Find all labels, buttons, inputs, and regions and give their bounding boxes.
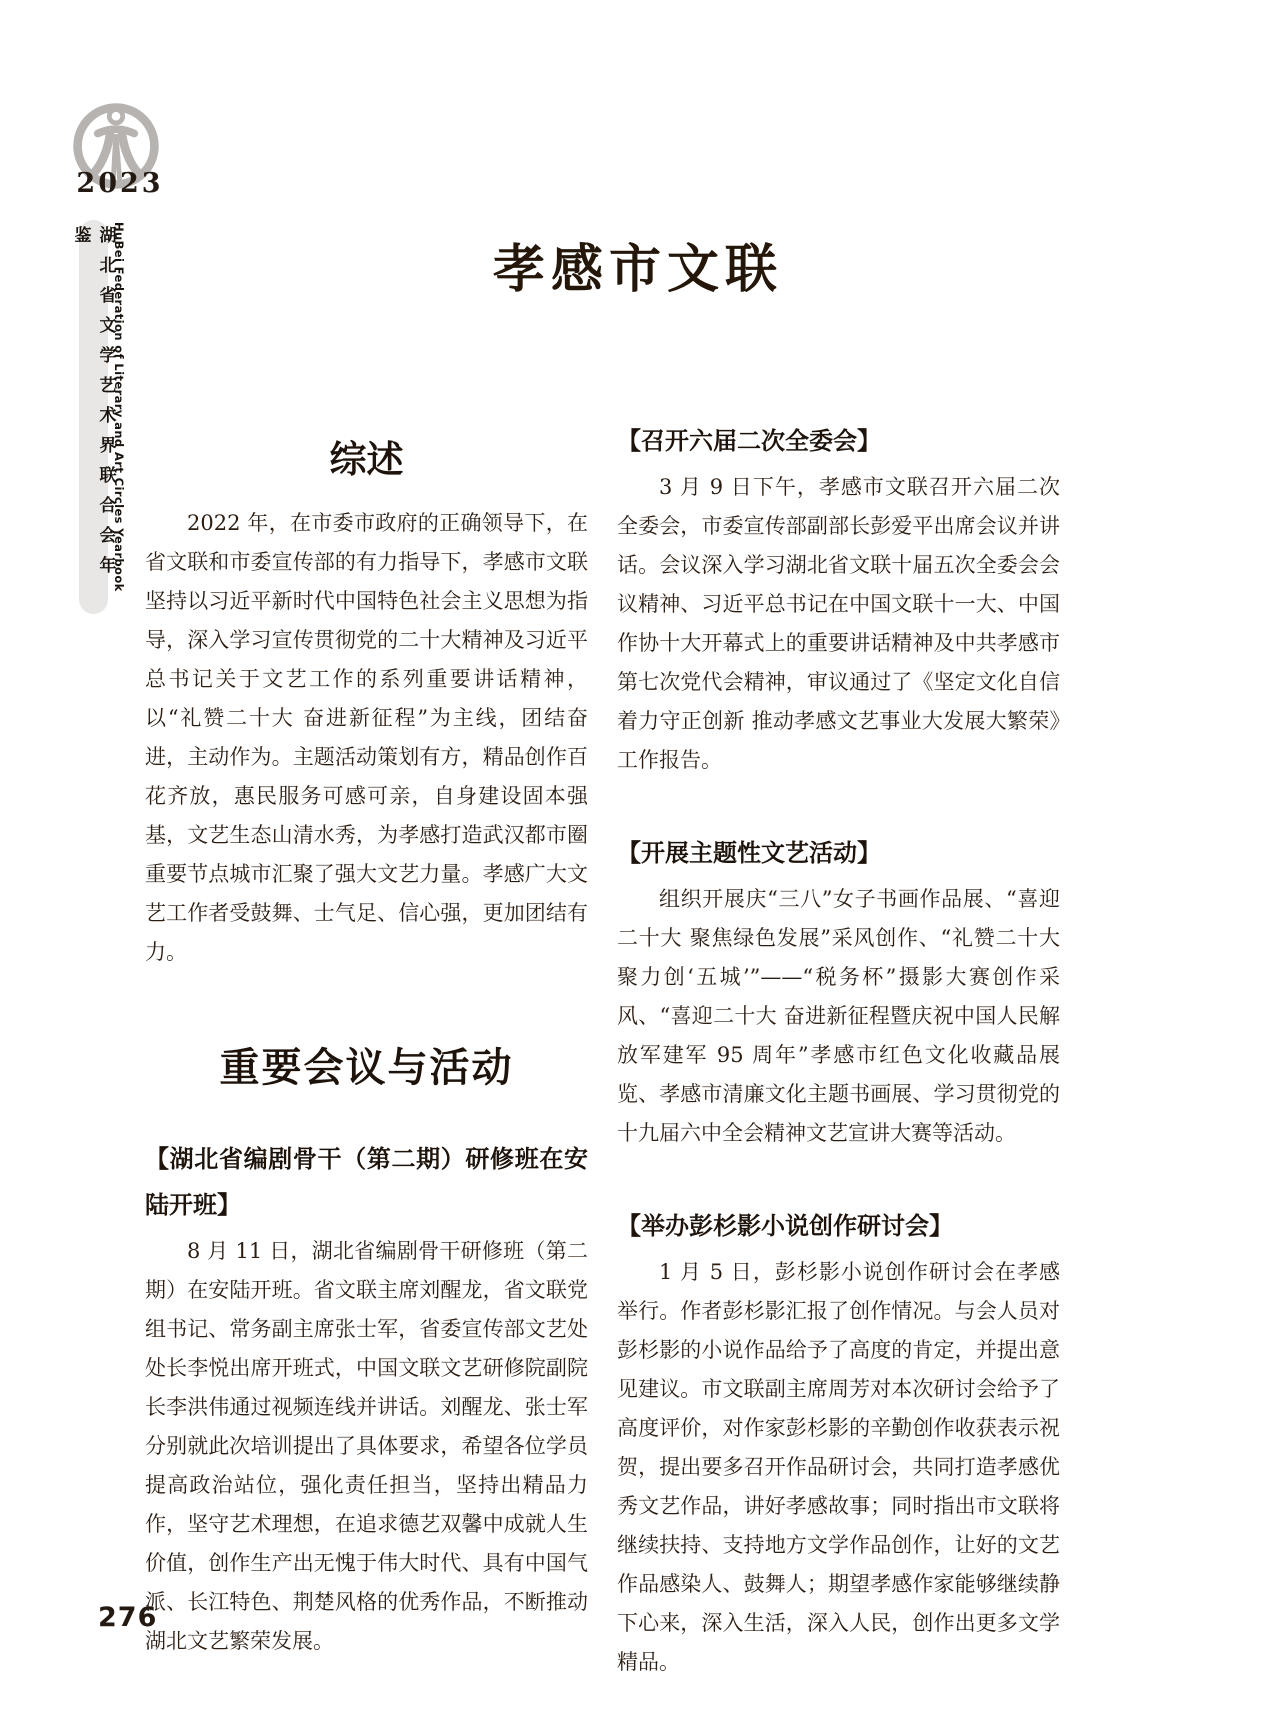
right-column (617, 418, 1060, 1682)
entry-body: 组织开展庆“三八”女子书画作品展、“喜迎二十大 聚焦绿色发展”采风创作、“礼赞二十大 聚力创‘五城’”——“税务杯”摄影大赛创作采风、“喜迎二十大 奋进新征程暨庆祝中国人民解放军建军 95 周年”孝感市红色文化收藏品展览、孝感市清廉文化主题书画展、学习贯彻党的十九届六中全会精神文艺宣讲大赛等活动。 (617, 887, 1060, 1145)
entry-body: 8 月 11 日，湖北省编剧骨干研修班（第二期）在安陆开班。省文联主席刘醒龙，省文联党组书记、常务副主席张士军，省委宣传部文艺处处长李悦出席开班式，中国文联文艺研修院副院长李洪伟通过视频连线并讲话。刘醒龙、张士军分别就此次培训提出了具体要求，希望各位学员提高政治站位，强化责任担当，坚持出精品力作，坚守艺术理想，在追求德艺双馨中成就人生价值，创作生产出无愧于伟大时代、具有中国气派、长江特色、荆楚风格的优秀作品，不断推动湖北文艺繁荣发展。 (145, 1239, 588, 1653)
meeting-entry (145, 1136, 588, 1661)
left-column (145, 438, 588, 1661)
meeting-entry (617, 418, 1060, 780)
page-title: 孝感市文联 (492, 238, 783, 300)
page-number: 276 (98, 1602, 158, 1633)
entry-title: 【召开六届二次全委会】 (617, 427, 881, 455)
meetings-heading: 重要会议与活动 (219, 1045, 514, 1091)
overview-heading: 综述 (329, 438, 404, 481)
entry-title: 【湖北省编剧骨干（第二期）研修班在安陆开班】 (145, 1145, 588, 1219)
entry-body: 1 月 5 日，彭杉影小说创作研讨会在孝感举行。作者彭杉影汇报了创作情况。与会人员对彭杉影的小说作品给予了高度的肯定，并提出意见建议。市文联副主席周芳对本次研讨会给予了高度评价，对作家彭杉影的辛勤创作收获表示祝贺，提出要多召开作品研讨会，共同打造孝感优秀文艺作品，讲好孝感故事；同时指出市文联将继续扶持、支持地方文学作品创作，让好的文艺作品感染人、鼓舞人；期望孝感作家能够继续静下心来，深入生活，深入人民，创作出更多文学精品。 (617, 1260, 1060, 1674)
entry-title: 【开展主题性文艺活动】 (617, 839, 881, 867)
meeting-entry (617, 830, 1060, 1153)
overview-paragraph: 2022 年，在市委市政府的正确领导下，在省文联和市委宣传部的有力指导下，孝感市文联坚持以习近平新时代中国特色社会主义思想为指导，深入学习宣传贯彻党的二十大精神及习近平总书记关于文艺工作的系列重要讲话精神，以“礼赞二十大 奋进新征程”为主线，团结奋进，主动作为。主题活动策划有方，精品创作百花齐放，惠民服务可感可亲，自身建设固本强基，文艺生态山清水秀，为孝感打造武汉都市圈重要节点城市汇聚了强大文艺力量。孝感广大文艺工作者受鼓舞、士气足、信心强，更加团结有力。 (145, 511, 588, 964)
entry-title: 【举办彭杉影小说创作研讨会】 (617, 1212, 953, 1240)
sidebar-title-en: HuBei Federation of Literary and Art Circles Yearbook (112, 222, 126, 592)
entry-body: 3 月 9 日下午，孝感市文联召开六届二次全委会，市委宣传部副部长彭爱平出席会议并讲话。会议深入学习湖北省文联十届五次全委会会议精神、习近平总书记在中国文联十一大、中国作协十大开幕式上的重要讲话精神及中共孝感市第七次党代会精神，审议通过了《坚定文化自信 着力守正创新 推动孝感文艺事业大发展大繁荣》工作报告。 (617, 475, 1060, 772)
meeting-entry (617, 1203, 1060, 1682)
sidebar-title-cn: 湖北省文学艺术界联合会年鉴 (70, 226, 116, 586)
year-label: 2023 (76, 168, 164, 199)
